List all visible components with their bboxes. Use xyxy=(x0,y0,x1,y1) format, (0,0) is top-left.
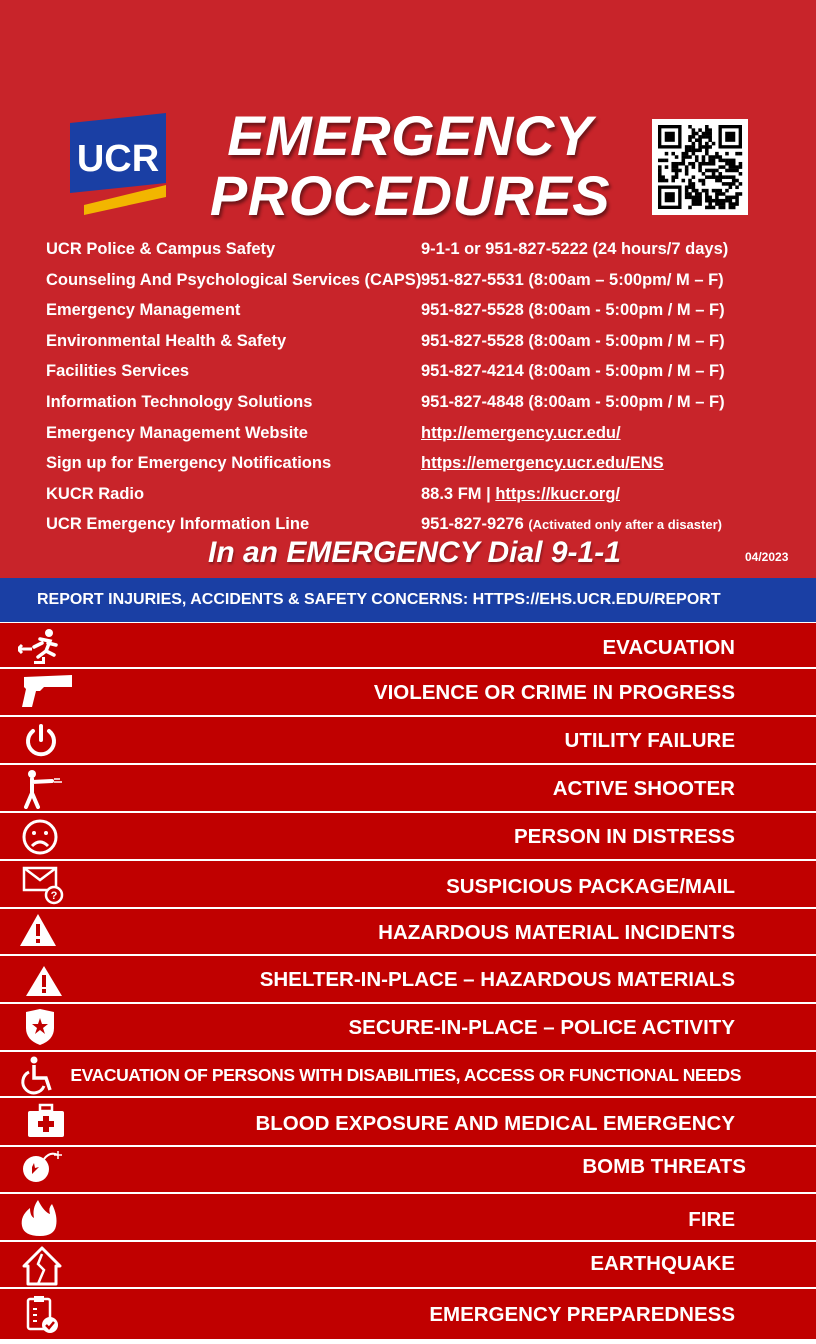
contact-value: 951-827-5528 (8:00am - 5:00pm / M – F) xyxy=(421,301,725,320)
contact-name: Counseling And Psychological Services (CAPS) xyxy=(46,270,422,289)
dial-911-banner: In an EMERGENCY Dial 9-1-1 xyxy=(208,536,621,569)
contact-value: 951-827-5528 (8:00am - 5:00pm / M – F) xyxy=(421,331,725,350)
contact-name: Sign up for Emergency Notifications xyxy=(46,454,332,473)
procedure-label: BLOOD EXPOSURE AND MEDICAL EMERGENCY xyxy=(255,1112,735,1135)
kucr-link[interactable]: https://kucr.org/ xyxy=(495,484,620,503)
logo-text: UCR xyxy=(76,138,160,180)
procedure-label: EMERGENCY PREPAREDNESS xyxy=(429,1303,735,1326)
contact-value: 951-827-9276 xyxy=(421,515,529,534)
report-banner[interactable]: REPORT INJURIES, ACCIDENTS & SAFETY CONCERNS: HTTPS://EHS.UCR.EDU/REPORT xyxy=(0,578,816,622)
procedure-label: EVACUATION OF PERSONS WITH DISABILITIES, ACCESS OR FUNCTIONAL NEEDS xyxy=(70,1065,741,1085)
shooter-icon xyxy=(18,769,66,809)
procedure-label: PERSON IN DISTRESS xyxy=(514,825,735,848)
contact-name: KUCR Radio xyxy=(46,484,145,503)
procedure-label: FIRE xyxy=(688,1208,735,1231)
procedure-hazardous-material[interactable] xyxy=(0,909,816,956)
procedure-secure-in-place[interactable] xyxy=(0,1004,816,1052)
contact-row xyxy=(46,481,806,512)
procedure-label: EARTHQUAKE xyxy=(590,1252,735,1275)
procedure-violence[interactable] xyxy=(0,669,816,717)
contact-row xyxy=(46,358,806,389)
qr-code-icon[interactable] xyxy=(652,119,748,215)
contact-name: Emergency Management xyxy=(46,301,241,320)
contact-row xyxy=(46,328,806,359)
contact-name: Information Technology Solutions xyxy=(46,392,313,411)
contact-row xyxy=(46,420,806,451)
procedure-label: SECURE-IN-PLACE – POLICE ACTIVITY xyxy=(348,1016,735,1039)
header-panel xyxy=(0,0,816,578)
contact-note: (Activated only after a disaster) xyxy=(528,517,722,533)
handgun-icon xyxy=(18,673,66,713)
contact-row xyxy=(46,236,806,267)
contact-name: Emergency Management Website xyxy=(46,423,308,442)
procedure-label: HAZARDOUS MATERIAL INCIDENTS xyxy=(378,921,735,944)
contact-row xyxy=(46,267,806,298)
first-aid-kit-icon xyxy=(26,1103,74,1143)
procedure-label: SHELTER-IN-PLACE – HAZARDOUS MATERIALS xyxy=(259,968,735,991)
procedure-label: BOMB THREATS xyxy=(582,1155,746,1178)
procedure-bomb-threats[interactable] xyxy=(0,1147,816,1194)
contact-value: 9-1-1 or 951-827-5222 (24 hours/7 days) xyxy=(421,240,729,258)
contact-value: 951-827-5531 (8:00am – 5:00pm/ M – F) xyxy=(421,270,724,289)
procedure-shelter-in-place[interactable] xyxy=(0,956,816,1004)
power-icon xyxy=(18,723,66,763)
page-title xyxy=(200,106,620,226)
procedure-label: SUSPICIOUS PACKAGE/MAIL xyxy=(446,875,735,898)
contact-value: 951-827-4214 (8:00am - 5:00pm / M – F) xyxy=(421,362,725,381)
emergency-website-link[interactable]: http://emergency.ucr.edu/ xyxy=(421,423,621,442)
svg-text:?: ? xyxy=(50,890,58,902)
contact-name: UCR Police & Campus Safety xyxy=(46,240,276,258)
title-line-1: EMERGENCY xyxy=(227,104,593,167)
procedure-evacuation-disabilities[interactable] xyxy=(0,1052,816,1098)
evacuation-exit-icon xyxy=(18,627,66,667)
wheelchair-icon xyxy=(16,1056,64,1096)
ucr-logo xyxy=(70,113,166,215)
procedure-active-shooter[interactable] xyxy=(0,765,816,813)
contact-row xyxy=(46,297,806,328)
warning-triangle-icon xyxy=(18,964,66,1004)
procedure-label: VIOLENCE OR CRIME IN PROGRESS xyxy=(373,681,735,704)
procedure-utility-failure[interactable] xyxy=(0,717,816,765)
contact-list xyxy=(46,236,806,542)
bomb-icon xyxy=(20,1149,68,1189)
contact-name: UCR Emergency Information Line xyxy=(46,515,310,534)
procedure-suspicious-package[interactable] xyxy=(0,861,816,909)
contact-row xyxy=(46,450,806,481)
notifications-signup-link[interactable]: https://emergency.ucr.edu/ENS xyxy=(421,454,664,473)
contact-name: Environmental Health & Safety xyxy=(46,331,287,350)
procedure-label: UTILITY FAILURE xyxy=(564,729,735,752)
radio-frequency: 88.3 FM | xyxy=(421,484,496,503)
procedure-blood-exposure[interactable] xyxy=(0,1098,816,1147)
procedure-earthquake[interactable] xyxy=(0,1242,816,1289)
procedure-label: ACTIVE SHOOTER xyxy=(552,777,735,800)
fire-icon xyxy=(18,1198,66,1238)
sad-face-icon xyxy=(18,818,66,858)
checklist-icon xyxy=(24,1295,72,1335)
procedure-fire[interactable] xyxy=(0,1194,816,1242)
contact-value: 951-827-4848 (8:00am - 5:00pm / M – F) xyxy=(421,392,725,411)
contact-name: Facilities Services xyxy=(46,362,190,381)
procedure-list xyxy=(0,623,816,1339)
earthquake-house-icon xyxy=(22,1246,70,1286)
suspicious-mail-icon xyxy=(18,865,66,905)
police-badge-icon xyxy=(18,1008,66,1048)
procedure-preparedness[interactable] xyxy=(0,1289,816,1339)
title-line-2: PROCEDURES xyxy=(209,164,611,227)
procedure-evacuation[interactable] xyxy=(0,623,816,669)
revision-date: 04/2023 xyxy=(745,550,789,564)
procedure-person-in-distress[interactable] xyxy=(0,813,816,861)
contact-row xyxy=(46,389,806,420)
procedure-label: EVACUATION xyxy=(602,636,735,659)
warning-triangle-icon xyxy=(18,912,66,952)
